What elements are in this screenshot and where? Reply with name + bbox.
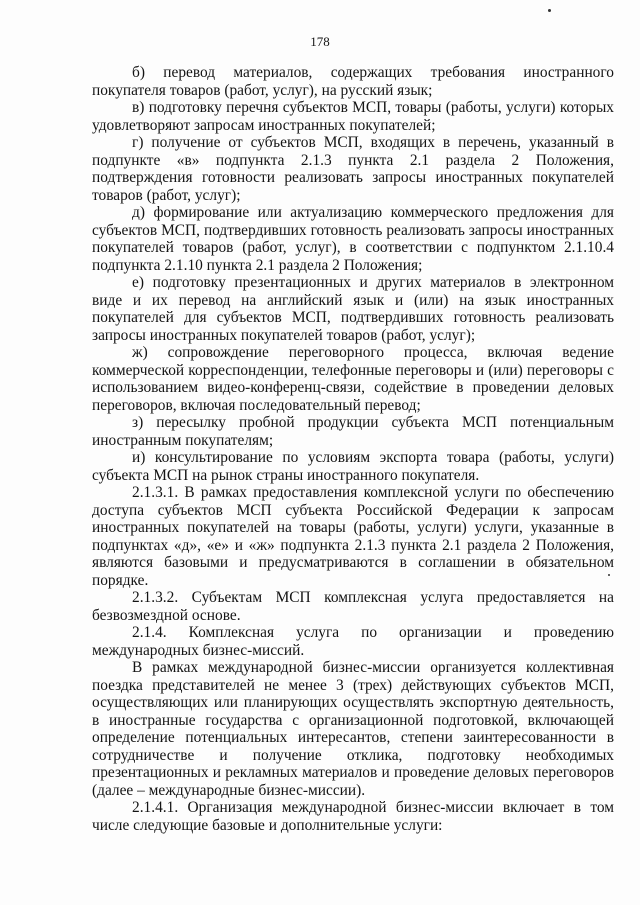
- document-body: [92, 64, 614, 834]
- scan-speck: [548, 9, 551, 12]
- list-item-i: и) консультирование по условиям экспорта товара (работы, услуги) субъекта МСП на рынок страны иностранного покупателя.: [92, 449, 614, 484]
- clause-2-1-4-1: 2.1.4.1. Организация международной бизнес-миссии включает в том числе следующие базовые и дополнительные услуги:: [92, 799, 614, 834]
- list-item-b: б) перевод материалов, содержащих требования иностранного покупателя товаров (работ, услуг), на русский язык;: [92, 64, 614, 99]
- list-item-e: е) подготовку презентационных и других материалов в электронном виде и их перевод на английский язык и (или) на язык иностранных покупателей для субъектов МСП, подтвердивших готовность реализовать запросы иностранных покупателей товаров (работ, услуг);: [92, 274, 614, 344]
- list-item-g: г) получение от субъектов МСП, входящих в перечень, указанный в подпункте «в» подпункта 2.1.3 пункта 2.1 раздела 2 Положения, подтверждения готовности реализовать запросы иностранных покупателей товаров (работ, услуг);: [92, 134, 614, 204]
- business-mission-paragraph: В рамках международной бизнес-миссии организуется коллективная поездка представителей не менее 3 (трех) действующих субъектов МСП, осуществляющих или планирующих осуществлять экспортную деятельность, в иностранные государства с организационной подготовкой, включающей определение потенциальных интересантов, степени заинтересованности в сотрудничестве и получение отклика, подготовку необходимых презентационных и рекламных материалов и проведение деловых переговоров (далее – международные бизнес-миссии).: [92, 659, 614, 799]
- clause-2-1-3-2: 2.1.3.2. Субъектам МСП комплексная услуга предоставляется на безвозмездной основе.: [92, 589, 614, 624]
- list-item-v: в) подготовку перечня субъектов МСП, товары (работы, услуги) которых удовлетворяют запросам иностранных покупателей;: [92, 99, 614, 134]
- list-item-d: д) формирование или актуализацию коммерческого предложения для субъектов МСП, подтвердивших готовность реализовать запросы иностранных покупателей товаров (работ, услуг), в соответствии с подпунктом 2.1.10.4 подпункта 2.1.10 пункта 2.1 раздела 2 Положения;: [92, 204, 614, 274]
- clause-2-1-4: 2.1.4. Комплексная услуга по организации и проведению международных бизнес-миссий.: [92, 624, 614, 659]
- list-item-z: з) пересылку пробной продукции субъекта МСП потенциальным иностранным покупателям;: [92, 414, 614, 449]
- clause-2-1-3-1: 2.1.3.1. В рамках предоставления комплексной услуги по обеспечению доступа субъектов МСП субъекта Российской Федерации к запросам иностранных покупателей на товары (работы, услуги) услуги, указанные в подпунктах «д», «е» и «ж» подпункта 2.1.3 пункта 2.1 раздела 2 Положения, являются базовыми и предусматриваются в соглашении в обязательном порядке.: [92, 484, 614, 589]
- list-item-zh: ж) сопровождение переговорного процесса, включая ведение коммерческой корреспонденции, телефонные переговоры и (или) переговоры с использованием видео-конференц-связи, содействие в проведении деловых переговоров, включая последовательный перевод;: [92, 344, 614, 414]
- page-number: 178: [310, 34, 330, 49]
